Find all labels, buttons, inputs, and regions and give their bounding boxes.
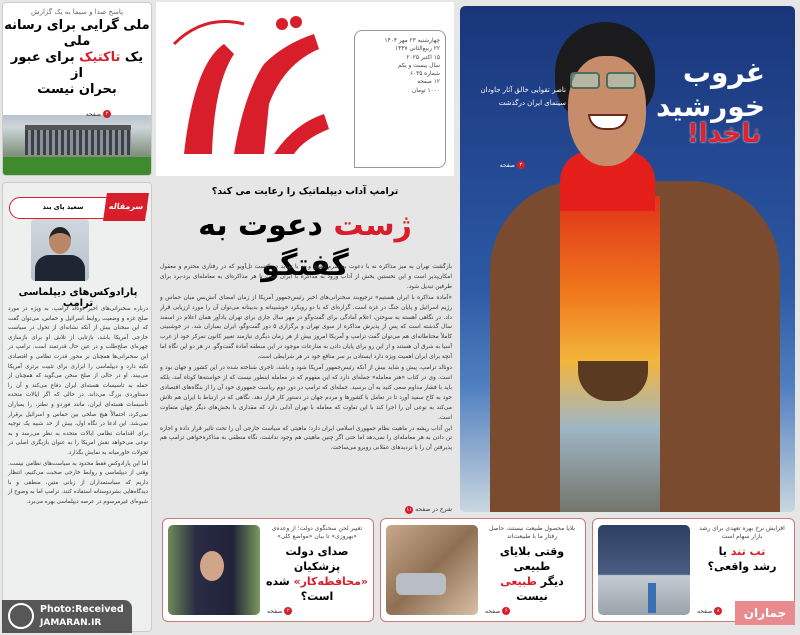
title-line: [694, 544, 790, 559]
story-kicker: تغییر لحن سخنگوی دولت؛ از وعده‌ی «بهروزی» تا بیان «مواضع کلی»: [271, 525, 363, 540]
hero-story[interactable]: [460, 6, 795, 512]
page-ref: [267, 607, 292, 615]
title-line: [265, 574, 369, 604]
title-part: یا: [718, 545, 731, 558]
editorial-title[interactable]: پارادوکس‌های دیپلماسی ترامپ: [18, 287, 138, 309]
headline-line: خورشید: [656, 90, 765, 123]
title-line: [483, 574, 581, 604]
price: ۱۰۰۰ تومان: [411, 87, 440, 94]
paragraph: دونالد ترامپ، پیش و شاید بیش از آنکه رئیس‌جمهور آمریکا شود و باشد، تاجری شناخته شده در این کشور و جهان بود و است. وی در کتاب «هنر معامله» جمله‌ای دارد که این مفهوم که در معامله اینطور نیست که از خواسته‌ها کوتاه آمد، بلکه باید با فشار مداوم سعی کنید به آن برسید. جمله‌ای که ترامپ در دور دوم ریاست جمهوری خود آن را از بنگاه‌های اقتصادی خود به کاخ سفید آورد تا در تعامل با کشورها و مردم جهان در دستور کار قرار دهد. نگاهی که در ارتباط با ایران هم تلاش می‌کند به نوعی آن را اجرا کند با این تفاوت که معامله با تهران آدابی دارد که مقداری با بخش‌های دیگر جهان متفاوت است.: [160, 365, 452, 421]
main-subheading: ترامپ آداب دیپلماتیک را رعایت می کند؟: [211, 186, 399, 197]
paragraph: درباره سخنرانی‌های اخیر دونالد ترامپ، به ویژه در مورد صلح غزه و وضعیت روابط اسرائیل و حماس، می‌توان گفت که این سخنان بیش از آنکه نشانه‌ای از تحول در سیاست خارجی آمریکا باشد، بازتابی از تلاش او برای بازسازی چهره‌ای صلح‌طلب و در عین حال قدرتمند است. ترامپ در این سخنرانی‌ها همچنان بر محور قدرت نظامی و اقتصادی تکیه دارد و دیپلماسی را ابزاری برای تثبیت برتری آمریکا می‌بیند. او در حالی از صلح سخن می‌گوید که همچنان از حمله به تاسیسات هسته‌ای ایران دفاع می‌کند و آن را دستاوردی بزرگ می‌داند. در حالی که اگر ایالات متحده تأسیسات هسته‌ای ایران، مانند فوردو و نطنز، را بمباران نمی‌کرد، احتمالاً هیچ صلحی بین حماس و اسرائیل برقرار نمی‌شد. این ادعا در نگاه اول، بیش از حد شبیه یک توجیه برای اقدامات نظامی ایالات متحده به نظر می‌رسد و به نوعی می‌خواهد نقش امریکا را به عنوان بازیگری اصلی در تحولات خاورمیانه به نمایش بگذارد.: [8, 306, 148, 456]
headline-line: ملی گرایی برای رسانه ملی: [4, 18, 150, 49]
newspaper-logo: [164, 4, 334, 174]
bottom-story-2[interactable]: [380, 518, 586, 622]
page-ref: [3, 100, 151, 119]
photo-watermark: [2, 600, 132, 633]
headline-part: یک: [120, 50, 144, 65]
page-number-badge: ۸: [714, 607, 722, 615]
headline-highlight: تاکتیک: [79, 50, 121, 65]
issue-year: سال بیست و یکم: [397, 62, 440, 69]
page-number-badge: ۲: [103, 110, 111, 118]
hero-headline-highlight: ناخدا!: [686, 119, 761, 149]
paragraph: بازگشت تهران به میز مذاکره نه با دعوت به شرم‌الشیخ و نه با تهدید در کنست تل‌آویو که در رفتاری محترم و معقول امکان‌پذیر است و این نخستین بخش از آداب ورود به مذاکره با ایران است تا هر مذاکره‌ای به معامله‌ای برد-برد برای طرفین تبدیل شود.: [160, 264, 452, 290]
title-part: شده است؟: [265, 575, 334, 603]
page-number-badge: ۲: [284, 607, 292, 615]
headline-text: دعوت به گفتگو: [198, 208, 349, 283]
title-highlight: طبیعی: [500, 575, 537, 588]
story-title: [483, 544, 581, 604]
story-kicker: بلایا محصول طبیعت نیستند، حاصل رفتار ما با طبیعت‌اند: [488, 525, 576, 540]
source-logo: جماران: [735, 601, 795, 625]
masthead: [156, 2, 454, 176]
bottom-story-1[interactable]: [162, 518, 374, 622]
watermark-line2: JAMARAN.IR: [40, 618, 102, 628]
title-highlight: تب تند: [730, 545, 766, 558]
hero-caption: ناصر تقوایی خالق آثار جاودان سینمای ایران درگذشت: [480, 86, 566, 107]
issue-date: چهارشنبه ۲۳ مهر ۱۴۰۴: [384, 38, 440, 44]
issue-date-hijri: ۲۲ ربیع‌الثانی ۱۴۴۷: [395, 46, 440, 53]
title-line: رشد واقعی؟: [707, 560, 777, 573]
stock-board-photo: [598, 525, 690, 615]
page-ref: [485, 607, 510, 615]
headline-highlight: ژست: [322, 208, 412, 243]
page-ref: [697, 607, 722, 615]
glasses-icon: [570, 72, 600, 89]
paragraph: این آداب ریشه در ماهیت نظام جمهوری اسلامی ایران دارد؛ ماهیتی که سیاست خارجی آن را تحت تاثیر قرار داده و اجازه تن دادن به هر معامله‌ای را نمی‌دهد اما حتی اگر چنین ماهیتی هم وجود نداشت، نگاه منطقی به مذاکره‌خواهی ترامپ هم پذیرفتن آن را با تردیدهای عقلانی روبرو می‌ساخت.: [160, 425, 452, 452]
spokesperson-photo: [168, 525, 260, 615]
editorial-body: [8, 305, 148, 508]
continued-label: شرح در صفحه: [415, 506, 452, 513]
story-kicker: پاسخ صدا و سیما به یک گزارش: [31, 8, 123, 16]
page-ref-label: صفحه: [267, 607, 283, 615]
editorial-tag: سرمقاله: [103, 193, 149, 221]
page-ref-label: صفحه: [499, 161, 515, 169]
paragraph: «آماده مذاکره با ایران هستیم» ترجیع‌بند سخنرانی‌های اخیر رئیس‌جمهور آمریکا از زمان امضای آتش‌بس میان حماس و رژیم اسرائیل و پایان جنگ در غزه است. گزاره‌ای که با دو رویکرد خوشبینانه و بدبینانه می‌توان آن را مورد ارزیابی قرار داد. در نگاهی آهسته به سوختن، اعلام آمادگی برای گفت‌وگو در مهر سال جاری برای تهران یادآور همان اعلام در اسفند سال گذشته است که پس از پذیرش مذاکره از سوی تهران و برگزاری ۵ دور گفت‌وگو، ایران بمباران شد. در خوشبینی کاملاً محتاطانه‌ای هم می‌توان گفت ترامپ و آمریکا امروز بیش از هر زمان دیگری نیازمند تغییر کانون تمرکز خود از غرب آسیا به شرق آن هستند و از این رو برای پایان دادن به منازعات موجود در این منطقه آماده گفت‌وگو. در هر دو این نگاه اما آنچه برای ایران اهمیت ویژه دارد ایستادن بر سر منافع خود در هر شرایطی است.: [160, 294, 452, 361]
title-part: دیگر: [536, 575, 564, 588]
page-ref-label: صفحه: [85, 110, 101, 118]
jamaran-logo-icon: [8, 603, 34, 629]
issue-number: شماره ۶۰۳۵: [409, 71, 440, 78]
editorial-column: [2, 182, 152, 632]
earthquake-photo: [386, 525, 478, 615]
page-ref: [500, 151, 525, 170]
story-title: [265, 544, 369, 604]
continued-ref[interactable]: [160, 496, 452, 515]
story-kicker: افزایش نرخ بهره تعهدی برای رشد بازار سهام است: [699, 525, 785, 540]
headline-line: بحران نیست: [37, 82, 117, 97]
page-number-badge: ۲: [517, 161, 525, 169]
editorial-author: سعید پای بند: [42, 203, 84, 211]
title-highlight: «محافظه‌کار»: [293, 575, 369, 588]
page-ref-label: صفحه: [485, 607, 501, 615]
story-title: [694, 544, 790, 574]
left-top-story[interactable]: [2, 2, 152, 176]
title-line: صدای دولت پزشکیان: [285, 545, 349, 573]
issue-date-gregorian: ۱۵ اکتبر ۲۰۲۵: [406, 54, 440, 61]
page-count: ۱۲ صفحه: [417, 79, 440, 86]
building-photo: [3, 115, 152, 175]
page-number-badge: ۱۱: [406, 506, 412, 513]
headline-part: برای عبور از: [10, 50, 83, 81]
issue-info: [354, 30, 446, 168]
author-photo: [31, 219, 89, 281]
watermark-line1: Photo:Received: [40, 604, 124, 615]
page-number-badge: ۶: [502, 607, 510, 615]
portrait-shirt-painting: [560, 196, 660, 512]
glasses-icon: [606, 72, 636, 89]
title-line: وقتی بلایای طبیعی: [499, 545, 565, 573]
page-ref-label: صفحه: [697, 607, 713, 615]
paragraph: اما این پارادوکس فقط محدود به سیاست‌های نظامی نیست. وقتی از دیپلماسی و روابط خارجی صحبت می‌کنیم، انتظار داریم که سیاستمداران از زبانی متین، منطقی و با دیدگاه‌هایی بشردوستانه استفاده کنند. ترامپ اما به وضوح از شیوه‌ای غیرمرسوم در عرصه دیپلماسی بهره می‌برد.: [8, 460, 148, 505]
title-part: نیست: [516, 590, 548, 603]
main-story-body: [160, 263, 452, 495]
story-headline: [3, 18, 151, 98]
hero-headline: [656, 56, 765, 124]
headline-line: [3, 50, 151, 82]
headline-line: غروب: [682, 56, 765, 89]
